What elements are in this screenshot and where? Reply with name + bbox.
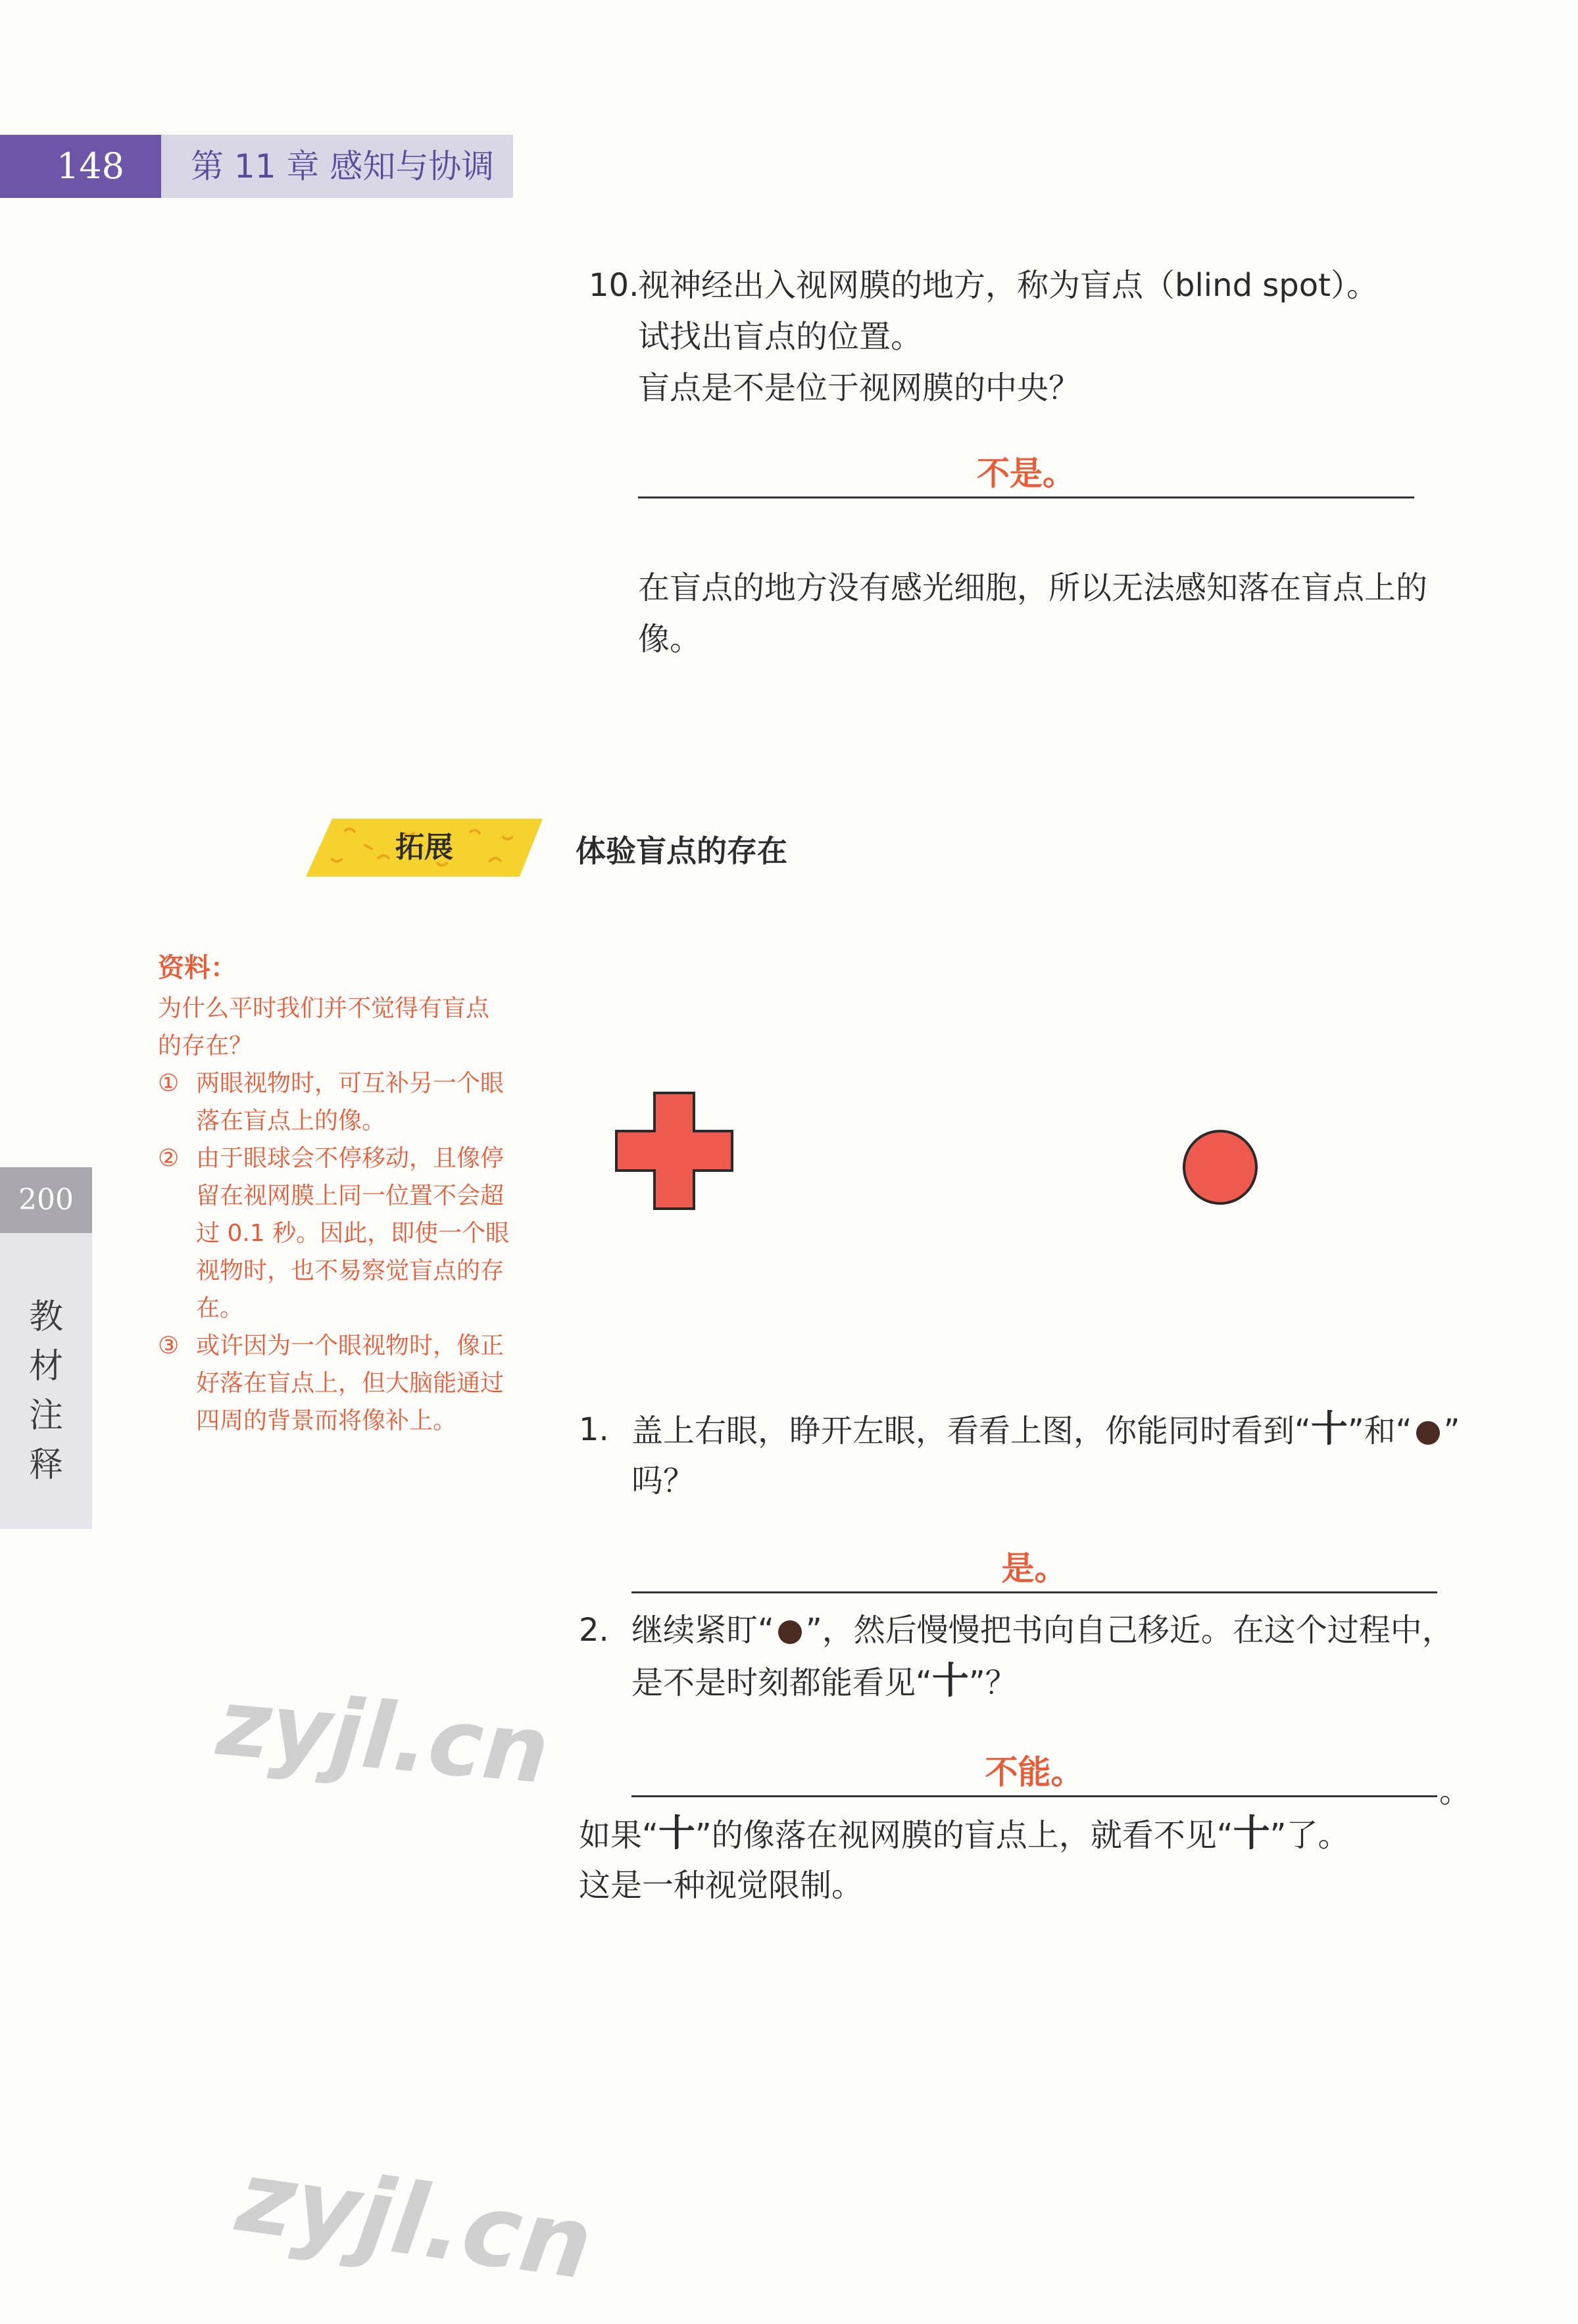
q1-text-a: 盖上右眼，睁开左眼，看看上图，你能同时看到“: [631, 1413, 1311, 1449]
note-line: 或许因为一个眼视物时，像正: [196, 1332, 505, 1359]
q1-answer-line: [631, 1591, 1437, 1593]
extension-badge-label: 拓展: [395, 831, 453, 864]
side-tab-char: 注: [28, 1396, 63, 1436]
note-line: 两眼视物时，可互补另一个眼: [196, 1070, 505, 1097]
side-tab-char: 释: [28, 1445, 63, 1485]
conclusion-text-c: ”了。: [1270, 1817, 1350, 1854]
note-line: 落在盲点上的像。: [196, 1107, 386, 1134]
q10-explain-line1: 在盲点的地方没有感光细胞，所以无法感知落在盲点上的: [638, 569, 1428, 606]
side-tab-char: 教: [28, 1297, 63, 1337]
watermark: zyjl.cn: [212, 1669, 553, 1805]
q2-text-a: 继续紧盯“: [631, 1612, 774, 1649]
red-dot-figure: [1181, 1128, 1260, 1207]
note-line: 视物时，也不易察觉盲点的存: [196, 1257, 505, 1284]
note-line: 过 0.1 秒。因此，即使一个眼: [196, 1220, 510, 1247]
q10-answer: 不是。: [977, 454, 1075, 493]
q1-number: 1.: [579, 1411, 609, 1448]
note-line: 留在视网膜上同一位置不会超: [196, 1182, 505, 1209]
q2-line2: [631, 1656, 1017, 1708]
notes-intro-line2: 的存在？: [158, 1032, 253, 1059]
extension-title: 体验盲点的存在: [576, 833, 787, 869]
dot-symbol: [1416, 1421, 1440, 1445]
q2-answer-line: [631, 1795, 1437, 1797]
q10-line1: 视神经出入视网膜的地方，称为盲点（blind spot）。: [638, 267, 1378, 304]
dot-symbol: [778, 1620, 802, 1644]
note-marker: ③: [158, 1332, 180, 1359]
conclusion-text-a: 如果“: [579, 1817, 658, 1854]
q1-line1: [631, 1404, 1460, 1457]
note-line: 四周的背景而将像补上。: [196, 1407, 457, 1434]
q10-answer-line: [638, 496, 1414, 498]
red-cross-figure: [615, 1092, 733, 1210]
note-line: 由于眼球会不停移动，且像停: [196, 1145, 505, 1172]
q10-number: 10.: [589, 267, 639, 304]
note-line: 好落在盲点上，但大脑能通过: [196, 1370, 505, 1397]
q2-text-d: ”？: [968, 1664, 1017, 1701]
plus-symbol: 十: [658, 1812, 695, 1855]
header-page-number: 148: [0, 135, 161, 198]
chapter-title: 第 11 章 感知与协调: [161, 135, 513, 198]
q10-explain-line2: 像。: [638, 621, 702, 658]
q10-line3: 盲点是不是位于视网膜的中央？: [638, 370, 1081, 406]
q2-answer: 不能。: [985, 1753, 1084, 1791]
q2-end-mark: 。: [1439, 1773, 1471, 1810]
plus-symbol: 十: [1233, 1812, 1270, 1855]
q1-text-c: ”: [1443, 1413, 1460, 1449]
q2-text-c: 是不是时刻都能看见“: [631, 1664, 932, 1701]
plus-symbol: 十: [1310, 1408, 1348, 1451]
side-page-number: 200: [0, 1167, 92, 1233]
note-marker: ②: [158, 1145, 180, 1172]
q1-line2: 吗？: [631, 1463, 695, 1499]
notes-heading: 资料：: [158, 953, 237, 983]
plus-symbol: 十: [931, 1660, 969, 1703]
notes-intro-line1: 为什么平时我们并不觉得有盲点: [158, 995, 490, 1022]
q2-number: 2.: [579, 1612, 609, 1649]
q2-line1: [631, 1605, 1454, 1656]
conclusion-line1: [579, 1808, 1350, 1861]
side-tab-char: 材: [28, 1347, 63, 1386]
q2-text-b: ”，然后慢慢把书向自己移近。在这个过程中，: [805, 1612, 1454, 1649]
conclusion-line2: 这是一种视觉限制。: [579, 1867, 864, 1904]
q10-line2: 试找出盲点的位置。: [638, 318, 923, 355]
conclusion-text-b: ”的像落在视网膜的盲点上，就看不见“: [695, 1817, 1233, 1854]
q1-text-b: ”和“: [1347, 1413, 1412, 1449]
q1-answer: 是。: [1001, 1549, 1068, 1587]
note-marker: ①: [158, 1070, 180, 1097]
watermark: zyjl.cn: [230, 2139, 599, 2302]
note-line: 在。: [196, 1295, 244, 1322]
